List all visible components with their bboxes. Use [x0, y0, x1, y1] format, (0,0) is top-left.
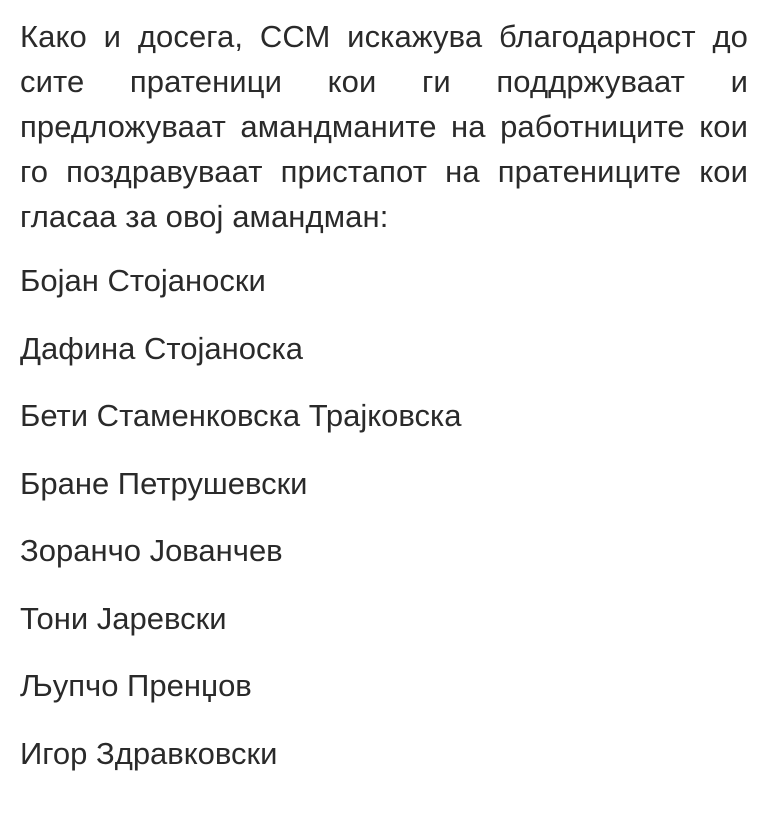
list-item: Бојан Стојаноски: [20, 263, 266, 298]
list-item: Бети Стаменковска Трајковска: [20, 398, 462, 433]
list-item: Игор Здравковски: [20, 735, 278, 771]
list-item: Љупчо Пренџов: [20, 668, 252, 703]
names-list: [20, 247, 748, 787]
list-item: Бране Петрушевски: [20, 465, 308, 501]
list-item: Дафина Стојаноска: [20, 330, 303, 366]
intro-paragraph: Како и досега, ССМ искажува благодарност до сите пратеници кои ги поддржуваат и предложуваат амандманите на работниците кои го поздравуваат пристапот на пратениците кои гласаа за овој амандман:: [20, 19, 748, 234]
list-item: Зоранчо Јованчев: [20, 533, 283, 568]
message-body: [20, 14, 748, 787]
list-item: Тони Јаревски: [20, 600, 227, 636]
